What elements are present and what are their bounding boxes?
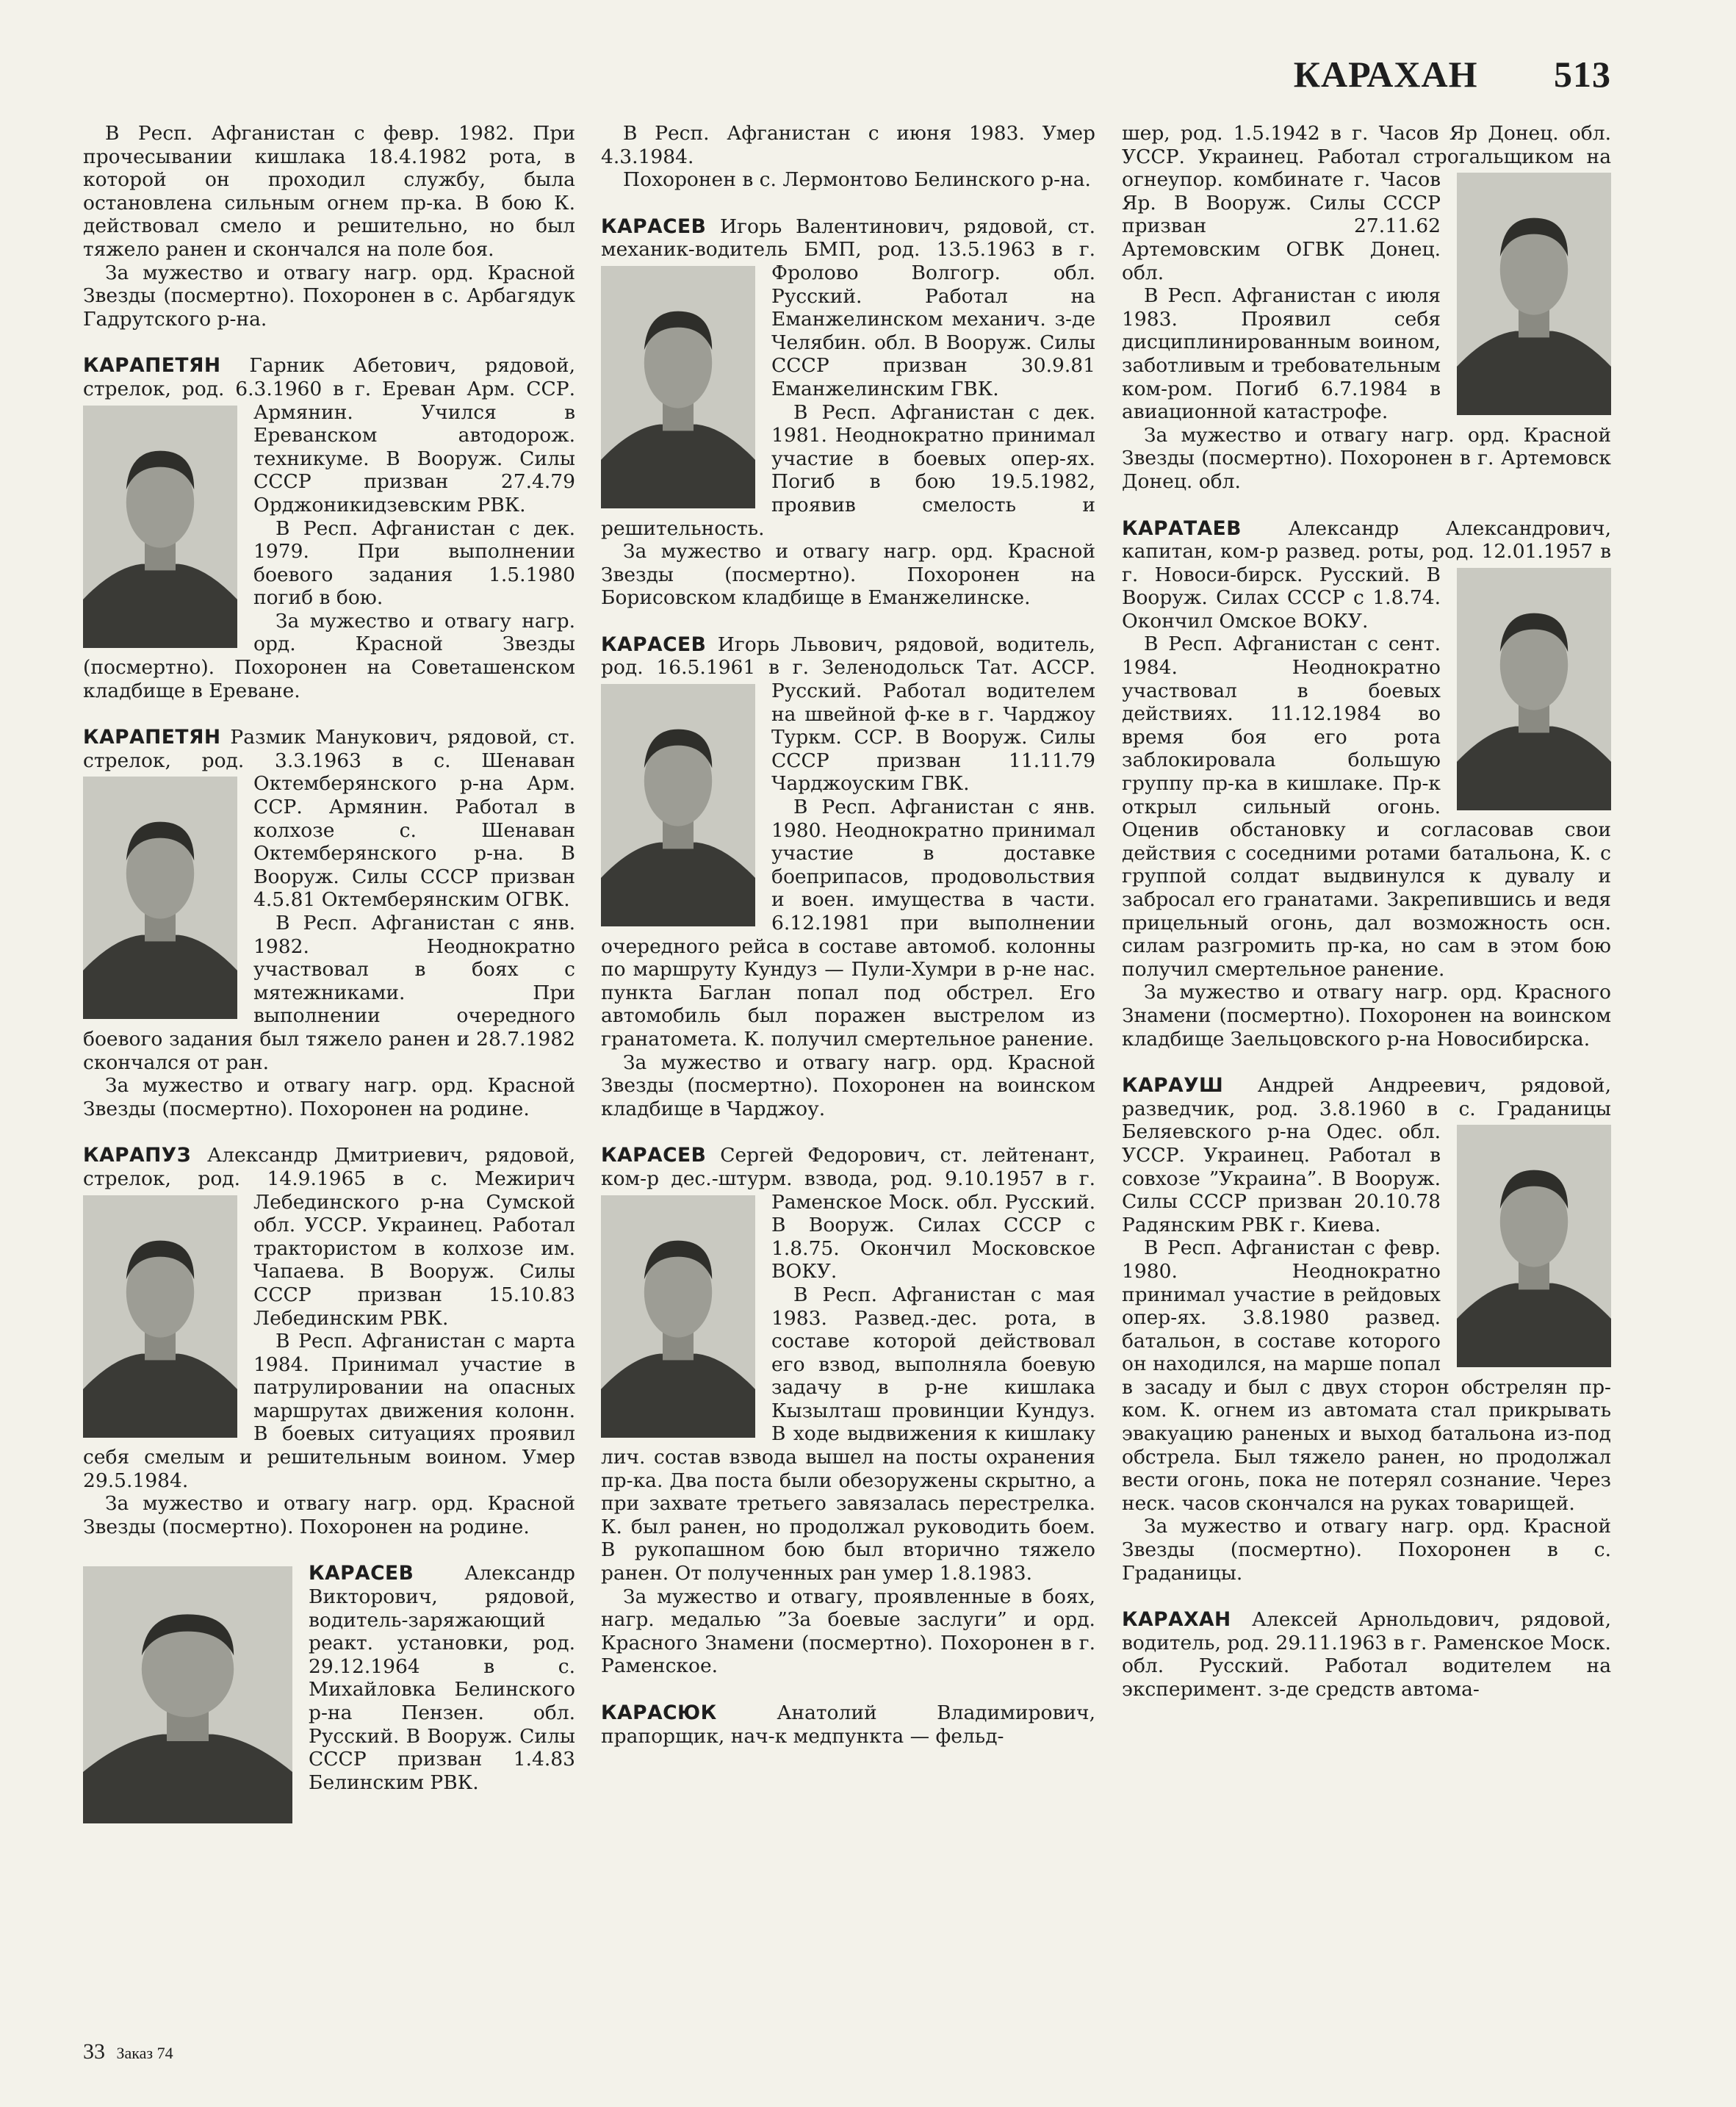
biography-entry bbox=[601, 1701, 1095, 1748]
column-2 bbox=[601, 122, 1095, 1771]
entry-text: ССР. Армянин. Учился в Ереванском автодорож. техникуме. В Вооруж. Силы СССР призван 27.4.79 Орджоникидзевским РВК. bbox=[253, 377, 575, 516]
running-head-title: КАРАХАН bbox=[1293, 54, 1478, 95]
entry-text: шер, род. 1.5.1942 в г. Часов Яр Донец. обл. УССР. Украинец. Работал строгальщиком на огнеупор. bbox=[1122, 122, 1611, 192]
biography-entry bbox=[83, 1144, 575, 1538]
portrait-photo bbox=[1457, 1125, 1611, 1367]
entry-text: Александр Александрович, капитан, ком-р развед. роты, род. 12.01.1957 в г. Новоси- bbox=[1122, 516, 1611, 586]
surname: КАРАСЕВ bbox=[309, 1562, 414, 1585]
continued-entry bbox=[83, 122, 575, 331]
surname: КАРАСЕВ bbox=[601, 633, 707, 656]
column-1 bbox=[83, 122, 575, 1828]
sheet-number: 33 bbox=[83, 2039, 105, 2064]
portrait-photo bbox=[601, 684, 755, 926]
entry-text: Сергей Федорович, ст. лейтенант, ком-р дес.-штурм. взвода, род. 9.10.1957 в г. bbox=[601, 1144, 1095, 1190]
paragraph: В Респ. Афганистан с мая 1983. Развед.-дес. рота, в составе которой действовал его взвод, выполняла боевую задачу в р-не кишлака Кызылташ провинции Кундуз. В ходе выдвижения к кишлаку лич. состав взвода вышел на посты охранения пр-ка. Два поста были обезоружены скрытно, а при захвате третьего завязалась перестрелка. К. был ранен, но продолжал руководить боем. В рукопашном бою был вторично тяжело ранен. От полученных ран умер 1.8.1983. bbox=[601, 1283, 1095, 1585]
paragraph: В Респ. Афганистан с дек. 1979. При выполнении боевого задания 1.5.1980 погиб в бою. bbox=[253, 516, 575, 610]
paragraph: В Респ. Афганистан с сент. 1984. Неоднократно участвовал в боевых действиях. 11.12.1984 во время боя его рота заблокировала большую группу пр-ка в кишлаке. Пр-к открыл сильный огонь. Оценив обстановку и согласовав свои действия с соседними ротами батальона, К. с группой солдат выдвинулся к дувалу и забросал его гранатами. Закрепившись и ведя прицельный огонь, дал возможность осн. силам разгромить пр-ка, но сам в этом бою получил смертельное ранение. bbox=[1122, 633, 1611, 981]
surname: КАРАПУЗ bbox=[83, 1144, 192, 1167]
biography-entry bbox=[1122, 1074, 1611, 1585]
paragraph: В Респ. Афганистан с янв. 1982. Неоднократно участвовал в боях с мятежниками. При выполнении очередного боевого задания был тяжело ранен и 28.7.1982 скончался от ран. bbox=[83, 912, 575, 1074]
portrait-photo bbox=[1457, 568, 1611, 810]
biography-entry bbox=[83, 354, 575, 702]
paragraph: За мужество и отвагу нагр. орд. Красной Звезды (посмертно). Похоронен на родине. bbox=[83, 1492, 575, 1538]
paragraph: В Респ. Афганистан с февр. 1980. Неоднократно принимал участие в рейдовых опер-ях. 3.8.1980 развед. батальон, в составе которого он находился, на марше попал в засаду и был с двух сторон обстрелян пр-ком. К. огнем из автомата стал прикрывать эвакуацию раненых и выход батальона из-под обстрела. Был тяжело ранен, но продолжал вести огонь, пока не потерял сознание. Через неск. часов скончался на руках товарищей. bbox=[1122, 1236, 1611, 1515]
entry-text: Лебединского р-на Сумской обл. УССР. Украинец. Работал трактористом в колхозе им. Чапаева. В Вооруж. Силы СССР призван 15.10.83 Лебединским РВК. bbox=[253, 1190, 575, 1330]
paragraph: В Респ. Афганистан с июня 1983. Умер 4.3.1984. bbox=[601, 122, 1095, 168]
paragraph: В Респ. Афганистан с февр. 1982. При прочесывании кишлака 18.4.1982 рота, в которой он проходил службу, была остановлена сильным огнем пр-ка. В бою К. действовал смело и решительно, но был тяжело ранен и скончался на поле боя. bbox=[83, 122, 575, 261]
entry-lead bbox=[83, 726, 575, 912]
biography-entry bbox=[601, 633, 1095, 1120]
portrait-photo bbox=[83, 777, 237, 1019]
entry-lead bbox=[83, 354, 575, 516]
paragraph: Похоронен в с. Лермонтово Белинского р-на. bbox=[623, 168, 1091, 192]
entry-lead bbox=[601, 1701, 1095, 1748]
portrait-silhouette-icon bbox=[83, 777, 237, 1019]
entry-text: Алексей Арнольдович, рядовой, водитель, род. 29.11.1963 в г. Раменское Моск. обл. Русский. Работал водителем на эксперимент. з-де средств автома- bbox=[1122, 1608, 1611, 1701]
paragraph: За мужество и отвагу нагр. орд. Красной Звезды (посмертно). Похоронен в г. Артемовск Донец. обл. bbox=[1122, 423, 1611, 493]
surname: КАРАПЕТЯН bbox=[83, 726, 221, 749]
surname: КАРАСЕВ bbox=[601, 1144, 707, 1167]
surname: КАРАТАЕВ bbox=[1122, 516, 1242, 540]
portrait-photo bbox=[601, 266, 755, 508]
entry-lead bbox=[1122, 1608, 1611, 1701]
entry-text: обл. УССР. Украинец. Работал в совхозе ”Украина”. В Вооруж. Силы СССР призван 20.10.78 Радянским РВК г. Киева. bbox=[1122, 1120, 1441, 1236]
order-number: Заказ 74 bbox=[116, 2044, 173, 2062]
entry-text: Размик Манукович, рядовой, ст. стрелок, род. 3.3.1963 в с. Шенаван bbox=[83, 726, 575, 772]
biography-entry bbox=[601, 1144, 1095, 1678]
biography-entry bbox=[83, 726, 575, 1120]
column-3 bbox=[1122, 122, 1611, 1725]
portrait-silhouette-icon bbox=[83, 1566, 292, 1823]
portrait-silhouette-icon bbox=[601, 1195, 755, 1438]
portrait-photo bbox=[1457, 173, 1611, 415]
biography-entry bbox=[1122, 517, 1611, 1051]
paragraph: За мужество и отвагу нагр. орд. Красной Звезды (посмертно). Похоронен на Борисовском кладбище в Еманжелинске. bbox=[601, 540, 1095, 610]
biography-entry bbox=[1122, 1608, 1611, 1701]
paragraph: За мужество и отвагу, проявленные в боях, нагр. медалью ”За боевые заслуги” и орд. Красного Знамени (посмертно). Похоронен в г. Раменское. bbox=[601, 1585, 1095, 1678]
portrait-photo bbox=[83, 1566, 292, 1823]
entry-text: АССР. Русский. Работал водителем на швейной ф-ке в г. Чарджоу Туркм. ССР. В Вооруж. Силы СССР призван 11.11.79 Чарджоуским ГВК. bbox=[771, 656, 1095, 796]
paragraph: В Респ. Афганистан с дек. 1981. Неоднократно принимал участие в боевых опер-ях. Погиб в бою 19.5.1982, проявив смелость и решительность. bbox=[601, 400, 1095, 540]
entry-text: Гарник Абетович, рядовой, стрелок, род. 6.3.1960 в г. Ереван Арм. bbox=[83, 354, 575, 400]
entry-text: Октемберянского р-на Арм. ССР. Армянин. Работал в колхозе с. Шенаван Октемберянского р-на. В Вооруж. Силы СССР призван 4.5.81 Октемберянским ОГВК. bbox=[253, 772, 575, 912]
surname: КАРАСЕВ bbox=[601, 215, 707, 238]
entry-text: Александр Дмитриевич, рядовой, стрелок, род. 14.9.1965 в с. Межирич bbox=[83, 1144, 575, 1190]
entry-lead bbox=[1122, 517, 1611, 633]
portrait-silhouette-icon bbox=[601, 684, 755, 926]
portrait-photo bbox=[83, 1195, 237, 1438]
surname: КАРАУШ bbox=[1122, 1074, 1224, 1098]
portrait-photo bbox=[601, 1195, 755, 1438]
page-number: 513 bbox=[1554, 54, 1611, 95]
surname: КАРАХАН bbox=[1122, 1608, 1231, 1632]
portrait-photo bbox=[83, 406, 237, 648]
entry-lead bbox=[1122, 122, 1611, 284]
footer-signature bbox=[83, 2039, 173, 2064]
paragraph: За мужество и отвагу нагр. орд. Красной Звезды (посмертно). Похоронен на Советашенском кладбище в Ереване. bbox=[83, 609, 575, 702]
entry-text: Раменское Моск. обл. Русский. В Вооруж. Силах СССР с 1.8.75. Окончил Московское ВОКУ. bbox=[771, 1190, 1095, 1283]
paragraph: В Респ. Афганистан с янв. 1980. Неоднократно принимал участие в доставке боеприпасов, продовольствия и воен. имущества в части. 6.12.1981 при выполнении очередного рейса в составе автомоб. колонны по маршруту Кундуз — Пули-Хумри в р-не нас. пункта Баглан попал под обстрел. Его автомобиль был поражен выстрелом из гранатомета. К. получил смертельное ранение. bbox=[601, 796, 1095, 1051]
portrait-silhouette-icon bbox=[1457, 1125, 1611, 1367]
paragraph: За мужество и отвагу нагр. орд. Красной Звезды (посмертно). Похоронен в с. Граданицы. bbox=[1122, 1515, 1611, 1585]
continued-entry bbox=[601, 122, 1095, 192]
entry-text: Анатолий Владимирович, прапорщик, нач-к медпункта — фельд- bbox=[601, 1701, 1095, 1748]
entry-lead bbox=[83, 1562, 575, 1794]
paragraph: За мужество и отвагу нагр. орд. Красного Знамени (посмертно). Похоронен на воинском кладбище Заельцовского р-на Новосибирска. bbox=[1122, 981, 1611, 1051]
entry-lead bbox=[601, 1144, 1095, 1283]
entry-text: Игорь Львович, рядовой, водитель, род. 16.5.1961 в г. Зеленодольск Тат. bbox=[601, 633, 1095, 680]
entry-text: в г. Фролово Волгогр. обл. Русский. Работал на Еманжелинском механич. з-де Челябин. обл. В Вооруж. Силы СССР призван 30.9.81 Еманжелинским ГВК. bbox=[771, 238, 1095, 400]
paragraph: В Респ. Афганистан с июля 1983. Проявил себя дисциплинированным воином, заботливым и требовательным ком-ром. Погиб 6.7.1984 в авиационной катастрофе. bbox=[1122, 284, 1441, 424]
entry-lead bbox=[601, 215, 1095, 401]
paragraph: За мужество и отвагу нагр. орд. Красной Звезды (посмертно). Похоронен в с. Арбагядук Гадрутского р-на. bbox=[83, 261, 575, 331]
entry-lead bbox=[83, 1144, 575, 1330]
portrait-silhouette-icon bbox=[1457, 173, 1611, 415]
portrait-silhouette-icon bbox=[601, 266, 755, 508]
entry-text: бирск. Русский. В Вооруж. Силах СССР с 1.8.74. Окончил Омское ВОКУ. bbox=[1122, 563, 1441, 633]
surname: КАРАСЮК bbox=[601, 1701, 717, 1724]
surname: КАРАПЕТЯН bbox=[83, 354, 221, 378]
biography-entry bbox=[83, 1562, 575, 1794]
running-head bbox=[1294, 53, 1611, 96]
portrait-silhouette-icon bbox=[83, 1195, 237, 1438]
entry-lead bbox=[601, 633, 1095, 796]
paragraph: За мужество и отвагу нагр. орд. Красной Звезды (посмертно). Похоронен на воинском кладбище в Чарджоу. bbox=[601, 1051, 1095, 1120]
portrait-silhouette-icon bbox=[1457, 568, 1611, 810]
entry-text: комбинате г. Часов Яр. В Вооруж. Силы СССР призван 27.11.62 Артемовским ОГВК Донец. обл. bbox=[1122, 168, 1441, 284]
entry-lead bbox=[1122, 1074, 1611, 1236]
entry-text: Александр Викторович, рядовой, водитель-заряжающий реакт. установки, род. 29.12.1964 в с. Михайловка Белинского р-на Пензен. обл. Русский. В Вооруж. Силы СССР призван 1.4.83 Белинским РВК. bbox=[309, 1562, 575, 1794]
paragraph: За мужество и отвагу нагр. орд. Красной Звезды (посмертно). Похоронен на родине. bbox=[83, 1074, 575, 1120]
entry-text: Андрей Андреевич, рядовой, разведчик, род. 3.8.1960 в с. Граданицы Беляевского р-на Одес. bbox=[1122, 1074, 1611, 1144]
paragraph: В Респ. Афганистан с марта 1984. Принимал участие в патрулировании на опасных маршрутах движения колонн. В боевых ситуациях проявил себя смелым и решительным воином. Умер 29.5.1984. bbox=[83, 1330, 575, 1492]
entry-text: Игорь Валентинович, рядовой, ст. механик-водитель БМП, род. 13.5.1963 bbox=[601, 215, 1095, 262]
biography-entry bbox=[1122, 122, 1611, 494]
biography-entry bbox=[601, 215, 1095, 610]
portrait-silhouette-icon bbox=[83, 406, 237, 648]
